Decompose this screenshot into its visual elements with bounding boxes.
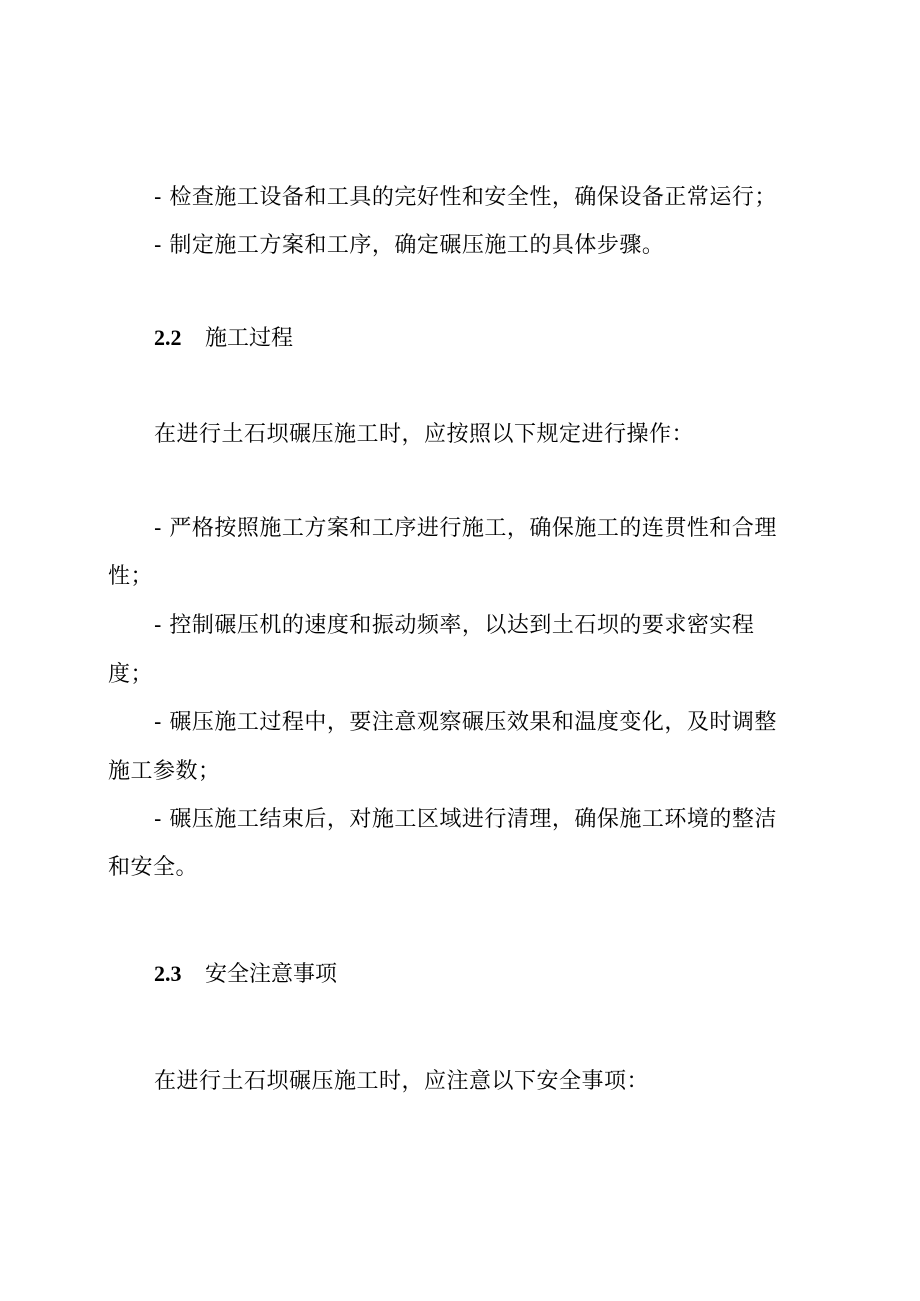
list-item-line: 性； bbox=[108, 564, 154, 589]
list-item-line: - 碾压施工结束后，对施工区域进行清理，确保施工环境的整洁 bbox=[154, 807, 777, 832]
section-number: 2.3 bbox=[154, 961, 182, 986]
section-heading bbox=[154, 323, 293, 354]
paragraph: 在进行土石坝碾压施工时，应注意以下安全事项： bbox=[154, 1069, 650, 1094]
list-item-line: - 控制碾压机的速度和振动频率，以达到土石坝的要求密实程 bbox=[154, 613, 755, 638]
list-item-line: 度； bbox=[108, 662, 154, 687]
list-item: - 制定施工方案和工序，确定碾压施工的具体步骤。 bbox=[154, 233, 665, 258]
list-item-line: - 碾压施工过程中，要注意观察碾压效果和温度变化，及时调整 bbox=[154, 710, 777, 735]
paragraph: 在进行土石坝碾压施工时，应按照以下规定进行操作： bbox=[154, 422, 695, 447]
section-heading bbox=[154, 959, 337, 990]
list-item-line: 和安全。 bbox=[108, 855, 199, 880]
section-number: 2.2 bbox=[154, 325, 182, 350]
list-item: - 检查施工设备和工具的完好性和安全性，确保设备正常运行； bbox=[154, 185, 777, 210]
list-item-line: 施工参数； bbox=[108, 759, 221, 784]
list-item-line: - 严格按照施工方案和工序进行施工，确保施工的连贯性和合理 bbox=[154, 516, 777, 541]
section-title: 安全注意事项 bbox=[205, 962, 338, 987]
section-title: 施工过程 bbox=[205, 326, 294, 351]
